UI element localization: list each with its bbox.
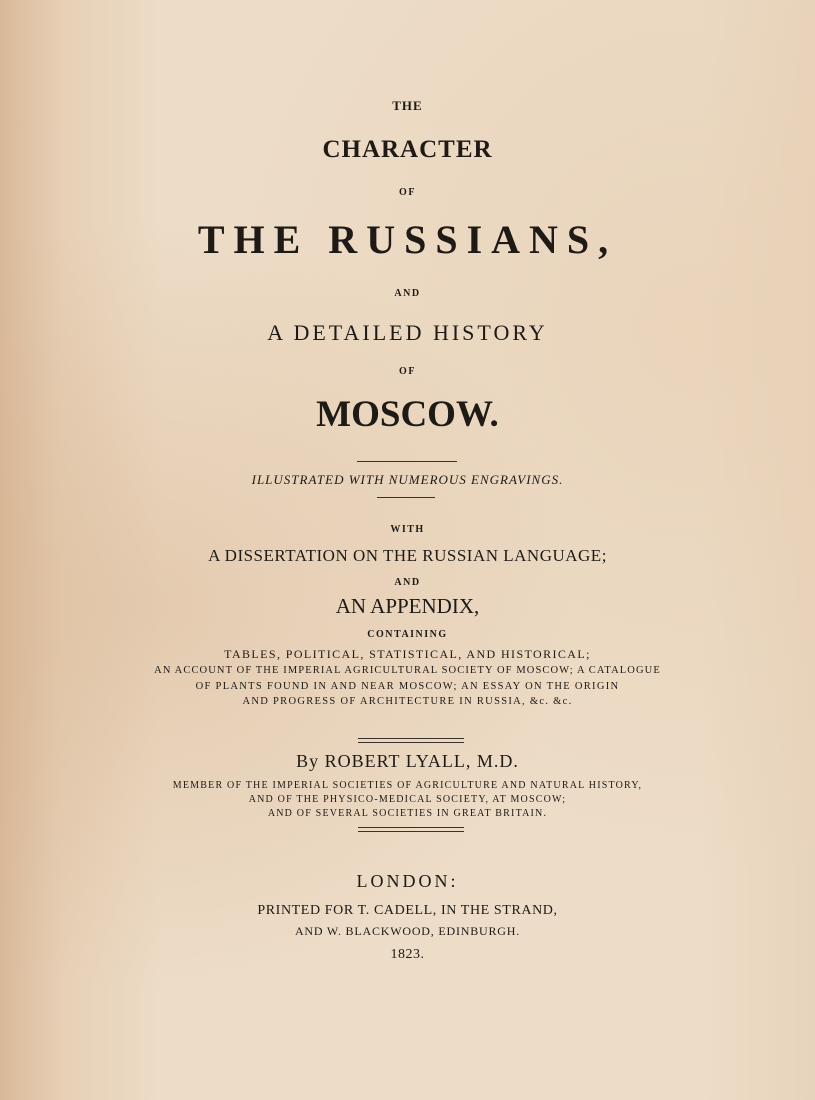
containing-line: CONTAINING bbox=[367, 629, 448, 640]
year-line: 1823. bbox=[390, 947, 425, 962]
contents-line-3: OF PLANTS FOUND IN AND NEAR MOSCOW; AN ESSAY ON THE ORIGIN bbox=[195, 681, 620, 692]
title-detailed-history: A DETAILED HISTORY bbox=[267, 320, 548, 345]
contents-line-2: AN ACCOUNT OF THE IMPERIAL AGRICULTURAL SOCIETY OF MOSCOW; A CATALOGUE bbox=[154, 665, 661, 676]
member-line-3: AND OF SEVERAL SOCIETIES IN GREAT BRITAIN. bbox=[267, 808, 548, 819]
contents-line-1: TABLES, POLITICAL, STATISTICAL, AND HISTORICAL; bbox=[224, 647, 591, 661]
appendix-line: AN APPENDIX, bbox=[335, 594, 480, 618]
author-line: By ROBERT LYALL, M.D. bbox=[296, 751, 519, 771]
with-line: WITH bbox=[390, 524, 425, 535]
and-line-2: AND bbox=[394, 577, 421, 588]
rule-double-2 bbox=[358, 827, 464, 832]
member-line-2: AND OF THE PHYSICO-MEDICAL SOCIETY, AT MOSCOW; bbox=[248, 794, 567, 805]
title-the: THE bbox=[392, 98, 423, 113]
rule-short bbox=[377, 497, 435, 498]
member-line-1: MEMBER OF THE IMPERIAL SOCIETIES OF AGRICULTURE AND NATURAL HISTORY, bbox=[172, 780, 643, 791]
contents-line-4: AND PROGRESS OF ARCHITECTURE IN RUSSIA, &c. &c. bbox=[242, 696, 573, 707]
printed-line-2: AND W. BLACKWOOD, EDINBURGH. bbox=[294, 924, 521, 938]
title-and-1: AND bbox=[394, 288, 421, 299]
printed-line-1: PRINTED FOR T. CADELL, IN THE STRAND, bbox=[257, 903, 558, 918]
illustrated-line: ILLUSTRATED WITH NUMEROUS ENGRAVINGS. bbox=[251, 472, 564, 487]
rule-double-1 bbox=[358, 738, 464, 743]
dissertation-line: A DISSERTATION ON THE RUSSIAN LANGUAGE; bbox=[208, 546, 607, 565]
title-character: CHARACTER bbox=[322, 136, 493, 163]
title-of-1: OF bbox=[399, 187, 416, 198]
title-russians: THE RUSSIANS, bbox=[197, 217, 618, 262]
rule-top bbox=[357, 461, 457, 462]
title-moscow: MOSCOW. bbox=[316, 394, 499, 435]
london-line: LONDON: bbox=[356, 871, 459, 891]
title-of-2: OF bbox=[399, 366, 416, 377]
